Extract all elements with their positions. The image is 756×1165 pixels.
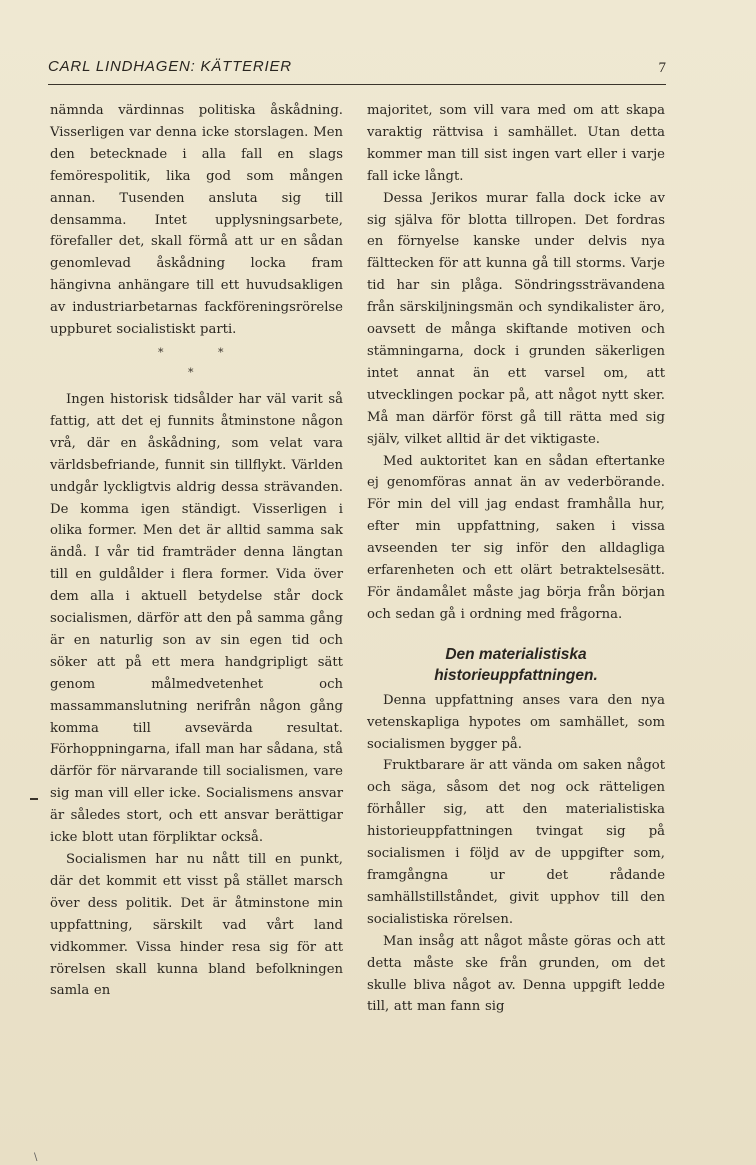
page-number: 7 — [658, 60, 666, 76]
right-paragraph-3: Med auktoritet kan en sådan eftertanke ej genomföras annat än av vederbörande. För min del vill jag endast framhålla hur, efter min uppfattning, saken i vissa avseenden ter sig inför den alldagliga erfarenheten och ett olärt betraktelsesätt. För ändamålet måste jag börja från början och sedan gå i ordning med frågorna. — [367, 453, 665, 622]
margin-mark — [30, 798, 38, 800]
section-divider-asterisks — [50, 341, 343, 389]
asterisk-1: * — [158, 345, 164, 359]
right-paragraph-4: Denna uppfattning anses vara den nya vetenskapliga hypotes om samhället, som socialismen bygger på. — [367, 692, 665, 752]
left-paragraph-1: nämnda värdinnas politiska åskådning. Visserligen var denna icke storslagen. Men den betecknade i alla fall en slags femörespolitik, lika god som mången annan. Tusenden ansluta sig till densamma. Intet upplysningsarbete, förefaller det, skall förmå att ur en sådan genomlevad åskådning locka fram hängivna anhängare till ett huvudsakligen av industriarbetarnas fackföreningsrörelse uppburet socialistiskt parti. — [50, 103, 343, 338]
right-column — [367, 100, 665, 1018]
left-paragraph-3: Socialismen har nu nått till en punkt, där det kommit ett visst på stället marsch över dess politik. Det är åtminstone min uppfattning, särskilt vad vårt land vidkommer. Vissa hinder resa sig för att rörelsen skall kunna bland befolkningen samla en — [50, 852, 343, 999]
right-paragraph-6: Man insåg att något måste göras och att detta måste ske från grunden, om det skulle bliva något av. Denna uppgift ledde till, att man fann sig — [367, 933, 665, 1015]
left-column — [50, 100, 343, 1002]
asterisk-3: * — [188, 365, 194, 379]
section-subheading: Den materialistiska historieuppfattningen. — [434, 645, 598, 684]
right-paragraph-5: Fruktbarare är att vända om saken något och säga, såsom det nog ock rätteligen förhåller sig, att den materialistiska historieuppfattningen tvingat sig på socialismen i följd av de uppgifter som, framgångna ur det rådande samhällstillståndet, givit upphov till den socialistiska rörelsen. — [367, 758, 665, 927]
running-header — [48, 58, 666, 85]
running-title: CARL LINDHAGEN: KÄTTERIER — [48, 58, 292, 75]
asterisk-2: * — [218, 345, 224, 359]
right-paragraph-1: majoritet, som vill vara med om att skapa varaktig rättvisa i samhället. Utan detta kommer man till sist ingen vart eller i varje fall icke långt. — [367, 103, 665, 184]
right-paragraph-2: Dessa Jerikos murar falla dock icke av sig själva för blotta tillropen. Det fordras en förnyelse kanske under delvis nya fälttecken för att kunna gå till storms. Varje tid har sin plåga. Söndringssträvandena från särskiljningsmän och syndikalister äro, oavsett de många skiftande motiven och stämningarna, dock i grunden säkerligen intet annat än ett varsel om, att utvecklingen pockar på, att något nytt sker. Må man därför först gå till rätta med sig själv, vilket alltid är det viktigaste. — [367, 190, 665, 447]
corner-mark: \ — [34, 1152, 38, 1163]
left-paragraph-2: Ingen historisk tidsålder har väl varit så fattig, att det ej funnits åtminstone någon vrå, där en åskådning, som velat vara världsbefriande, funnit sin tillflykt. Världen undgår lyckligtvis aldrig dessa strävanden. De komma igen ständigt. Visserligen i olika former. Men det är alltid samma sak ändå. I vår tid framträder denna längtan till en guldålder i flera former. Vida över dem alla i aktuell betydelse står dock socialismen, därför att den på samma gång är en naturlig son av sin egen tid och söker att på ett mera handgripligt sätt genom målmedvetenhet och massammanslutning nerifrån någon gång komma till avsevärda resultat. Förhoppningarna, ifall man har sådana, stå därför för närvarande till socialismen, vare sig man vill eller icke. Socialismens ansvar är således stort, och ett ansvar berättigar icke blott utan förpliktar också. — [50, 391, 343, 846]
